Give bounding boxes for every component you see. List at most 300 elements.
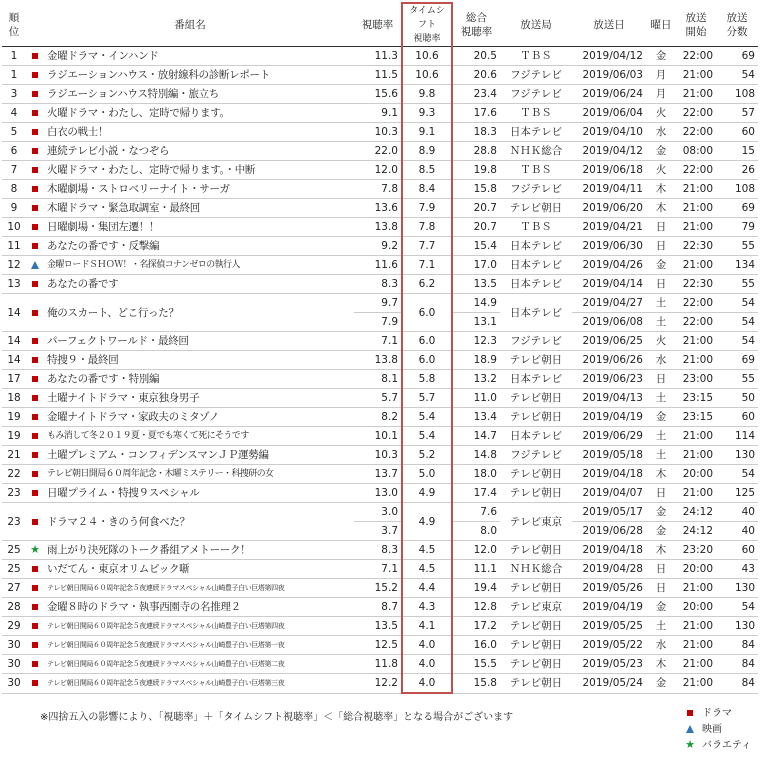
weekday-cell: 日 (646, 560, 676, 579)
movie-triangle-icon (686, 725, 694, 733)
date-cell: 2019/04/11 (572, 180, 646, 199)
type-marker-cell (26, 123, 44, 142)
rating-cell: 8.7 (354, 598, 402, 617)
weekday-cell: 土 (646, 389, 676, 408)
date-cell: 2019/06/26 (572, 351, 646, 370)
start-cell: 21:00 (676, 332, 716, 351)
rating-cell: 22.0 (354, 142, 402, 161)
rating-cell: 10.3 (354, 446, 402, 465)
total-cell: 15.4 (452, 237, 500, 256)
rank-cell: 1 (2, 47, 26, 66)
footnote: ※四捨五入の影響により、「視聴率」＋「タイムシフト視聴率」＜「総合視聴率」となる場合がございます (40, 712, 514, 723)
type-marker-cell (26, 598, 44, 617)
weekday-cell: 水 (646, 636, 676, 655)
timeshift-cell: 5.2 (402, 446, 452, 465)
timeshift-cell: 4.4 (402, 579, 452, 598)
table-row (2, 579, 758, 598)
title-cell: 金曜８時のドラマ・執事西園寺の名推理２ (44, 598, 354, 617)
type-marker-cell (26, 142, 44, 161)
type-marker-cell (26, 617, 44, 636)
start-cell: 22:00 (676, 104, 716, 123)
date-cell: 2019/05/25 (572, 617, 646, 636)
station-cell: テレビ朝日 (500, 484, 572, 503)
total-cell: 14.9 (452, 294, 500, 313)
minutes-cell: 54 (716, 465, 758, 484)
variety-star-icon: ★ (30, 543, 40, 556)
minutes-cell: 60 (716, 408, 758, 427)
rating-cell: 9.2 (354, 237, 402, 256)
table-row (2, 617, 758, 636)
timeshift-cell: 5.8 (402, 370, 452, 389)
rating-cell: 8.3 (354, 275, 402, 294)
start-cell: 21:00 (676, 256, 716, 275)
table-row (2, 484, 758, 503)
station-cell: テレビ東京 (500, 503, 572, 541)
table-row (2, 503, 758, 522)
table-row (2, 161, 758, 180)
weekday-cell: 日 (646, 370, 676, 389)
station-cell: ＮＨＫ総合 (500, 142, 572, 161)
ratings-table (2, 2, 758, 694)
table-row (2, 66, 758, 85)
drama-square-icon (687, 710, 693, 716)
drama-square-icon (32, 414, 38, 420)
rank-cell: 12 (2, 256, 26, 275)
drama-square-icon (32, 585, 38, 591)
table-row (2, 256, 758, 275)
title-cell: パーフェクトワールド・最終回 (44, 332, 354, 351)
table-row (2, 408, 758, 427)
drama-square-icon (32, 661, 38, 667)
drama-square-icon (32, 604, 38, 610)
station-cell: フジテレビ (500, 332, 572, 351)
timeshift-cell: 4.0 (402, 655, 452, 674)
timeshift-cell: 4.9 (402, 503, 452, 541)
station-cell: テレビ朝日 (500, 351, 572, 370)
minutes-cell: 54 (716, 294, 758, 313)
rating-cell: 12.5 (354, 636, 402, 655)
station-cell: テレビ朝日 (500, 617, 572, 636)
date-cell: 2019/06/29 (572, 427, 646, 446)
type-marker-cell (26, 446, 44, 465)
title-cell: 金曜ロードＳＨＯＷ！・名探偵コナンゼロの執行人 (44, 256, 354, 275)
minutes-cell: 84 (716, 636, 758, 655)
start-cell: 08:00 (676, 142, 716, 161)
total-cell: 28.8 (452, 142, 500, 161)
minutes-cell: 55 (716, 275, 758, 294)
rating-cell: 11.8 (354, 655, 402, 674)
start-cell: 22:30 (676, 275, 716, 294)
date-cell: 2019/04/21 (572, 218, 646, 237)
timeshift-cell: 9.3 (402, 104, 452, 123)
rating-cell: 11.3 (354, 47, 402, 66)
drama-square-icon (32, 566, 38, 572)
total-cell: 13.5 (452, 275, 500, 294)
drama-square-icon (32, 129, 38, 135)
title-cell: 雨上がり決死隊のトーク番組アメトーーク！ (44, 541, 354, 560)
table-row (2, 294, 758, 313)
header-title: 番組名 (26, 3, 354, 47)
date-cell: 2019/04/12 (572, 142, 646, 161)
rating-cell: 10.1 (354, 427, 402, 446)
drama-square-icon (32, 680, 38, 686)
rank-cell: 9 (2, 199, 26, 218)
title-cell: 俺のスカート、どこ行った？ (44, 294, 354, 332)
rank-cell: 28 (2, 598, 26, 617)
title-cell: もみ消して冬２０１９夏・夏でも寒くて死にそうです (44, 427, 354, 446)
weekday-cell: 日 (646, 484, 676, 503)
date-cell: 2019/06/03 (572, 66, 646, 85)
type-marker-cell (26, 237, 44, 256)
weekday-cell: 金 (646, 47, 676, 66)
station-cell: ＴＢＳ (500, 161, 572, 180)
weekday-cell: 木 (646, 465, 676, 484)
timeshift-cell: 5.0 (402, 465, 452, 484)
rank-cell: 14 (2, 294, 26, 332)
drama-square-icon (32, 471, 38, 477)
title-cell: 特捜９・最終回 (44, 351, 354, 370)
total-cell: 20.6 (452, 66, 500, 85)
start-cell: 21:00 (676, 351, 716, 370)
title-cell: ラジエーションハウス特別編・旅立ち (44, 85, 354, 104)
movie-triangle-icon (31, 261, 39, 269)
rank-cell: 4 (2, 104, 26, 123)
start-cell: 20:00 (676, 598, 716, 617)
rank-cell: 21 (2, 446, 26, 465)
drama-square-icon (32, 490, 38, 496)
drama-square-icon (32, 338, 38, 344)
table-row (2, 237, 758, 256)
station-cell: ＴＢＳ (500, 47, 572, 66)
total-cell: 16.0 (452, 636, 500, 655)
rating-cell: 13.0 (354, 484, 402, 503)
start-cell: 20:00 (676, 465, 716, 484)
weekday-cell: 金 (646, 256, 676, 275)
start-cell: 23:15 (676, 408, 716, 427)
weekday-cell: 日 (646, 579, 676, 598)
weekday-cell: 土 (646, 617, 676, 636)
rank-cell: 25 (2, 560, 26, 579)
timeshift-cell: 6.0 (402, 351, 452, 370)
type-marker-cell (26, 655, 44, 674)
table-row (2, 351, 758, 370)
header-date: 放送日 (572, 3, 646, 47)
station-cell: テレビ朝日 (500, 674, 572, 694)
timeshift-cell: 8.5 (402, 161, 452, 180)
rank-cell: 30 (2, 655, 26, 674)
minutes-cell: 55 (716, 237, 758, 256)
date-cell: 2019/06/25 (572, 332, 646, 351)
type-marker-cell (26, 256, 44, 275)
rating-cell: 8.1 (354, 370, 402, 389)
start-cell: 24:12 (676, 522, 716, 541)
type-marker-cell (26, 161, 44, 180)
type-marker-cell (26, 465, 44, 484)
total-cell: 18.3 (452, 123, 500, 142)
timeshift-cell: 7.8 (402, 218, 452, 237)
start-cell: 21:00 (676, 484, 716, 503)
table-row (2, 370, 758, 389)
weekday-cell: 金 (646, 598, 676, 617)
rating-cell: 7.1 (354, 560, 402, 579)
start-cell: 21:00 (676, 617, 716, 636)
rank-cell: 1 (2, 66, 26, 85)
total-cell: 20.7 (452, 199, 500, 218)
table-row (2, 104, 758, 123)
timeshift-cell: 4.9 (402, 484, 452, 503)
start-cell: 21:00 (676, 218, 716, 237)
timeshift-cell: 4.1 (402, 617, 452, 636)
minutes-cell: 69 (716, 351, 758, 370)
timeshift-cell: 6.0 (402, 332, 452, 351)
total-cell: 23.4 (452, 85, 500, 104)
drama-square-icon (32, 281, 38, 287)
minutes-cell: 57 (716, 104, 758, 123)
title-cell: あなたの番です (44, 275, 354, 294)
drama-square-icon (32, 72, 38, 78)
rating-cell: 12.2 (354, 674, 402, 694)
type-marker-cell (26, 47, 44, 66)
total-cell: 15.8 (452, 674, 500, 694)
weekday-cell: 金 (646, 503, 676, 522)
total-cell: 12.0 (452, 541, 500, 560)
rank-cell: 13 (2, 275, 26, 294)
minutes-cell: 134 (716, 256, 758, 275)
table-row (2, 636, 758, 655)
station-cell: 日本テレビ (500, 427, 572, 446)
drama-square-icon (32, 642, 38, 648)
type-marker-cell (26, 636, 44, 655)
start-cell: 20:00 (676, 560, 716, 579)
header-rank: 順 位 (2, 3, 26, 47)
timeshift-cell: 8.4 (402, 180, 452, 199)
minutes-cell: 54 (716, 66, 758, 85)
rating-cell: 11.5 (354, 66, 402, 85)
start-cell: 21:00 (676, 199, 716, 218)
drama-square-icon (32, 376, 38, 382)
minutes-cell: 79 (716, 218, 758, 237)
date-cell: 2019/04/19 (572, 408, 646, 427)
rating-cell: 9.7 (354, 294, 402, 313)
header-rating: 視聴率 (354, 3, 402, 47)
weekday-cell: 火 (646, 104, 676, 123)
weekday-cell: 金 (646, 674, 676, 694)
title-cell: 白衣の戦士！ (44, 123, 354, 142)
rating-cell: 7.9 (354, 313, 402, 332)
type-marker-cell (26, 199, 44, 218)
type-marker-cell (26, 389, 44, 408)
table-row (2, 446, 758, 465)
total-cell: 19.8 (452, 161, 500, 180)
rank-cell: 29 (2, 617, 26, 636)
start-cell: 22:00 (676, 294, 716, 313)
rank-cell: 23 (2, 503, 26, 541)
title-cell: ドラマ２４・きのう何食べた？ (44, 503, 354, 541)
total-cell: 18.9 (452, 351, 500, 370)
timeshift-cell: 4.5 (402, 541, 452, 560)
date-cell: 2019/06/20 (572, 199, 646, 218)
drama-square-icon (32, 433, 38, 439)
minutes-cell: 84 (716, 674, 758, 694)
date-cell: 2019/06/28 (572, 522, 646, 541)
rating-cell: 8.3 (354, 541, 402, 560)
drama-square-icon (32, 167, 38, 173)
date-cell: 2019/04/12 (572, 47, 646, 66)
rating-cell: 13.5 (354, 617, 402, 636)
timeshift-cell: 7.7 (402, 237, 452, 256)
rank-cell: 25 (2, 541, 26, 560)
rank-cell: 27 (2, 579, 26, 598)
station-cell: 日本テレビ (500, 237, 572, 256)
minutes-cell: 60 (716, 541, 758, 560)
rank-cell: 23 (2, 484, 26, 503)
total-cell: 15.8 (452, 180, 500, 199)
title-cell: 日曜劇場・集団左遷！！ (44, 218, 354, 237)
station-cell: テレビ朝日 (500, 408, 572, 427)
weekday-cell: 土 (646, 446, 676, 465)
rating-cell: 13.7 (354, 465, 402, 484)
rank-cell: 18 (2, 389, 26, 408)
rank-cell: 14 (2, 351, 26, 370)
total-cell: 13.1 (452, 313, 500, 332)
rank-cell: 14 (2, 332, 26, 351)
drama-square-icon (32, 519, 38, 525)
header-timeshift: タイムシフト 視聴率 (402, 3, 452, 47)
start-cell: 21:00 (676, 636, 716, 655)
drama-square-icon (32, 623, 38, 629)
rank-cell: 7 (2, 161, 26, 180)
start-cell: 21:00 (676, 85, 716, 104)
title-cell: 木曜劇場・ストロベリーナイト・サーガ (44, 180, 354, 199)
timeshift-cell: 8.9 (402, 142, 452, 161)
minutes-cell: 55 (716, 370, 758, 389)
total-cell: 17.4 (452, 484, 500, 503)
minutes-cell: 130 (716, 446, 758, 465)
total-cell: 14.7 (452, 427, 500, 446)
timeshift-cell: 7.1 (402, 256, 452, 275)
minutes-cell: 15 (716, 142, 758, 161)
station-cell: テレビ朝日 (500, 199, 572, 218)
total-cell: 13.2 (452, 370, 500, 389)
date-cell: 2019/04/13 (572, 389, 646, 408)
total-cell: 18.0 (452, 465, 500, 484)
date-cell: 2019/04/10 (572, 123, 646, 142)
drama-square-icon (32, 110, 38, 116)
title-cell: 金曜ナイトドラマ・家政夫のミタゾノ (44, 408, 354, 427)
drama-square-icon (32, 452, 38, 458)
type-marker-cell (26, 275, 44, 294)
date-cell: 2019/04/07 (572, 484, 646, 503)
station-cell: テレビ東京 (500, 598, 572, 617)
station-cell: フジテレビ (500, 446, 572, 465)
legend-movie (678, 722, 751, 738)
timeshift-cell: 7.9 (402, 199, 452, 218)
type-marker-cell (26, 503, 44, 541)
start-cell: 23:20 (676, 541, 716, 560)
date-cell: 2019/04/14 (572, 275, 646, 294)
weekday-cell: 金 (646, 408, 676, 427)
minutes-cell: 54 (716, 313, 758, 332)
weekday-cell: 日 (646, 218, 676, 237)
table-row (2, 560, 758, 579)
weekday-cell: 日 (646, 237, 676, 256)
minutes-cell: 69 (716, 199, 758, 218)
weekday-cell: 火 (646, 161, 676, 180)
type-marker-cell (26, 351, 44, 370)
title-cell: 木曜ドラマ・緊急取調室・最終回 (44, 199, 354, 218)
rating-cell: 12.0 (354, 161, 402, 180)
total-cell: 8.0 (452, 522, 500, 541)
table-row (2, 180, 758, 199)
drama-square-icon (32, 205, 38, 211)
type-marker-cell (26, 541, 44, 560)
rating-cell: 5.7 (354, 389, 402, 408)
station-cell: テレビ朝日 (500, 389, 572, 408)
rank-cell: 22 (2, 465, 26, 484)
start-cell: 21:00 (676, 579, 716, 598)
rating-cell: 11.6 (354, 256, 402, 275)
total-cell: 12.3 (452, 332, 500, 351)
minutes-cell: 50 (716, 389, 758, 408)
total-cell: 15.5 (452, 655, 500, 674)
station-cell: テレビ朝日 (500, 636, 572, 655)
type-marker-cell (26, 560, 44, 579)
variety-star-icon: ★ (685, 738, 695, 751)
timeshift-cell: 4.3 (402, 598, 452, 617)
title-cell: あなたの番です・特別編 (44, 370, 354, 389)
date-cell: 2019/05/22 (572, 636, 646, 655)
date-cell: 2019/06/23 (572, 370, 646, 389)
type-marker-cell (26, 370, 44, 389)
timeshift-cell: 9.8 (402, 85, 452, 104)
weekday-cell: 土 (646, 313, 676, 332)
title-cell: 金曜ドラマ・インハンド (44, 47, 354, 66)
drama-square-icon (32, 357, 38, 363)
table-row (2, 427, 758, 446)
timeshift-cell: 5.7 (402, 389, 452, 408)
station-cell: 日本テレビ (500, 275, 572, 294)
title-cell: いだてん・東京オリムピック噺 (44, 560, 354, 579)
weekday-cell: 金 (646, 522, 676, 541)
table-row (2, 655, 758, 674)
weekday-cell: 木 (646, 541, 676, 560)
rating-cell: 3.0 (354, 503, 402, 522)
minutes-cell: 84 (716, 655, 758, 674)
date-cell: 2019/05/18 (572, 446, 646, 465)
title-cell: あなたの番です・反撃編 (44, 237, 354, 256)
rank-cell: 10 (2, 218, 26, 237)
drama-square-icon (32, 310, 38, 316)
timeshift-cell: 5.4 (402, 427, 452, 446)
station-cell: 日本テレビ (500, 123, 572, 142)
type-marker-cell (26, 66, 44, 85)
total-cell: 11.0 (452, 389, 500, 408)
weekday-cell: 木 (646, 180, 676, 199)
weekday-cell: 木 (646, 655, 676, 674)
date-cell: 2019/06/30 (572, 237, 646, 256)
start-cell: 23:15 (676, 389, 716, 408)
drama-square-icon (32, 148, 38, 154)
table-row (2, 199, 758, 218)
table-body (2, 47, 758, 694)
type-marker-cell (26, 332, 44, 351)
rank-cell: 6 (2, 142, 26, 161)
legend-variety-label: バラエティ (702, 740, 752, 751)
minutes-cell: 108 (716, 85, 758, 104)
table-row (2, 674, 758, 694)
rating-cell: 7.1 (354, 332, 402, 351)
station-cell: 日本テレビ (500, 370, 572, 389)
